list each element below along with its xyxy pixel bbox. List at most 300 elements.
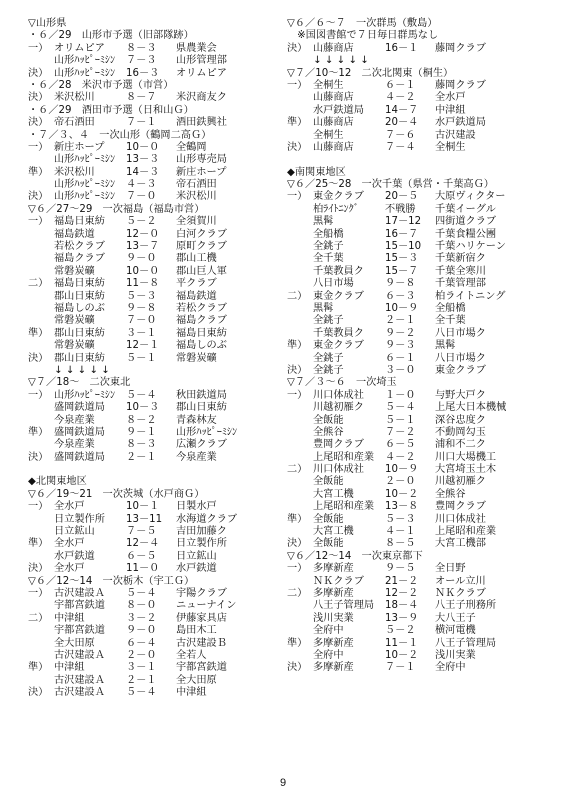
score: ７－３ <box>126 55 157 67</box>
round-label: 二） <box>287 587 308 599</box>
game-result-row <box>287 439 549 451</box>
team-1: 多摩新産 <box>313 587 354 599</box>
game-result-row <box>28 43 286 55</box>
score: ５－２ <box>126 216 157 228</box>
score: 11－８ <box>126 278 160 290</box>
team-1: 東金クラブ <box>313 290 364 302</box>
score: 21－２ <box>385 575 419 587</box>
game-result-row <box>287 92 549 104</box>
game-result-row <box>28 55 286 67</box>
score: 10－２ <box>385 488 419 500</box>
game-result-row <box>287 600 549 612</box>
round-label: 一） <box>28 42 49 54</box>
round-label: 二） <box>28 278 49 290</box>
round-label: 決） <box>28 352 49 364</box>
round-label: 二） <box>287 290 308 302</box>
score: 20－４ <box>385 117 419 129</box>
game-result-row <box>28 229 286 241</box>
score: 12－０ <box>126 228 160 240</box>
team-1: 福島鉄道 <box>54 228 95 240</box>
team-1: 山藤商店 <box>313 141 354 153</box>
team-1: 大宮工機 <box>313 526 354 538</box>
section-heading <box>28 130 286 142</box>
section-heading <box>287 18 549 30</box>
score: ５－１ <box>126 352 157 364</box>
team-1: 福島クラブ <box>54 253 105 265</box>
team-2: オール立川 <box>435 575 486 587</box>
game-result-row <box>28 68 286 80</box>
team-2: 日立鉱山 <box>176 550 217 562</box>
game-result-row <box>287 191 549 203</box>
team-1: 全水戸 <box>54 501 85 513</box>
score: ２－０ <box>126 649 157 661</box>
game-result-row <box>287 662 549 674</box>
team-1: 古沢建設Ａ <box>54 687 105 699</box>
team-1: 山形ﾊｯﾋﾟｰﾐｼﾝ <box>54 67 116 79</box>
team-2: 日製水戸 <box>176 501 217 513</box>
team-2: 大原ヴィクター <box>435 191 506 203</box>
team-2: 平クラブ <box>176 278 217 290</box>
game-result-row <box>28 241 286 253</box>
score: ７－１ <box>126 117 157 129</box>
team-2: 山形ﾊｯﾋﾟｰﾐｼﾝ <box>176 426 238 438</box>
game-result-row <box>28 191 286 203</box>
team-1: 柏ﾗｲﾄﾆﾝｸﾞ <box>313 203 359 215</box>
section-heading <box>287 179 549 191</box>
round-label: 決） <box>287 662 308 674</box>
arrow-marks: ↓ ↓ ↓ ↓ ↓ <box>313 55 369 67</box>
team-2: 千葉新宿ク <box>435 253 486 265</box>
round-label: 準） <box>28 327 49 339</box>
game-result-row <box>287 142 549 154</box>
team-2: 全熊谷 <box>435 488 466 500</box>
team-2: 伊藤家具店 <box>176 612 227 624</box>
score: ４－１ <box>385 526 416 538</box>
game-result-row <box>28 452 286 464</box>
round-label: 決） <box>287 538 308 550</box>
team-1: オリムピア <box>54 42 105 54</box>
team-1: 多摩新産 <box>313 662 354 674</box>
team-2: 県農業会 <box>176 42 217 54</box>
round-label: 決） <box>28 191 49 203</box>
team-2: 横河電機 <box>435 625 476 637</box>
score: ８－７ <box>126 92 157 104</box>
score: 10－２ <box>385 649 419 661</box>
game-result-row <box>287 216 549 228</box>
team-1: 水戸鉄道局 <box>313 104 364 116</box>
team-1: 常磐炭礦 <box>54 315 95 327</box>
round-label: 一） <box>287 389 308 401</box>
team-2: 常磐炭礦 <box>176 352 217 364</box>
game-result-row <box>28 501 286 513</box>
game-result-row <box>28 167 286 179</box>
game-result-row <box>28 253 286 265</box>
game-result-row <box>287 253 549 265</box>
game-result-row <box>287 489 549 501</box>
team-2: 若松クラブ <box>176 302 227 314</box>
team-1: 八王子管理局 <box>313 600 375 612</box>
team-2: 上尾昭和産業 <box>435 526 497 538</box>
score: ９－５ <box>385 563 416 575</box>
game-result-row <box>28 142 286 154</box>
score: ７－４ <box>385 141 416 153</box>
section-heading <box>28 80 286 92</box>
heading-text: ▽山形県 <box>28 18 67 29</box>
heading-text: ▽７／10～12 二次北関東（桐生） <box>287 67 454 79</box>
score: ６－５ <box>385 439 416 451</box>
section-heading <box>28 204 286 216</box>
team-2: 福島鉄道 <box>176 290 217 302</box>
score: ６－４ <box>126 637 157 649</box>
team-1: 今泉産業 <box>54 439 95 451</box>
game-result-row <box>287 105 549 117</box>
score: ８－０ <box>126 600 157 612</box>
team-1: 山形ﾊｯﾋﾟｰﾐｼﾝ <box>54 179 116 191</box>
team-1: 全熊谷 <box>313 426 344 438</box>
score: ５－３ <box>385 513 416 525</box>
team-1: 東金クラブ <box>313 340 364 352</box>
round-label: 一） <box>287 79 308 91</box>
score: ２－１ <box>126 674 157 686</box>
game-result-row <box>28 266 286 278</box>
team-1: 常磐炭礦 <box>54 340 95 352</box>
round-label: 一） <box>28 216 49 228</box>
team-2: 豊岡クラブ <box>435 501 486 513</box>
game-result-row <box>28 291 286 303</box>
team-1: 上尾昭和産業 <box>313 501 375 513</box>
team-2: 古沢建設Ｂ <box>176 637 227 649</box>
team-1: 福島日東紡 <box>54 278 105 290</box>
game-result-row <box>28 600 286 612</box>
round-label: 一） <box>28 389 49 401</box>
game-result-row <box>287 117 549 129</box>
team-1: 今泉産業 <box>54 414 95 426</box>
game-result-row <box>28 514 286 526</box>
game-result-row <box>287 588 549 600</box>
score: ７－１ <box>385 662 416 674</box>
score: 10－９ <box>385 464 419 476</box>
score: ４－２ <box>385 92 416 104</box>
round-label: 決） <box>28 451 49 463</box>
game-result-row <box>28 551 286 563</box>
team-1: 常磐炭礦 <box>54 265 95 277</box>
team-1: 山藤商店 <box>313 92 354 104</box>
team-2: 藤岡クラブ <box>435 42 486 54</box>
team-2: 山形専売局 <box>176 154 227 166</box>
team-2: 千葉全寒川 <box>435 265 486 277</box>
team-2: 吉田加藤ク <box>176 526 227 538</box>
team-1: 豊岡クラブ <box>313 439 364 451</box>
arrow-marks: ↓ ↓ ↓ ↓ ↓ <box>54 364 110 376</box>
score: 12－２ <box>385 587 419 599</box>
score: ８－５ <box>385 538 416 550</box>
round-label: 決） <box>28 92 49 104</box>
score: ９－８ <box>126 302 157 314</box>
team-2: 八王子刑務所 <box>435 600 497 612</box>
round-label: 決） <box>287 141 308 153</box>
team-2: 米沢商友ク <box>176 92 227 104</box>
blank-line <box>28 464 286 476</box>
score: 不戦勝 <box>385 203 416 215</box>
score: ９－０ <box>126 625 157 637</box>
score: 15－３ <box>385 253 419 265</box>
heading-text: ▽６／25～28 一次千葉（県営・千葉高Ｇ） <box>287 179 494 191</box>
heading-text: ▽６／12～14 一次栃木（宇工Ｇ） <box>28 575 195 587</box>
team-2: 全須賀川 <box>176 216 217 228</box>
team-1: 千葉教員ク <box>313 265 364 277</box>
team-1: 新庄ホープ <box>54 141 105 153</box>
score: 14－７ <box>385 104 419 116</box>
score: 13－11 <box>126 513 163 525</box>
score: ９－３ <box>385 340 416 352</box>
score: 17－12 <box>385 216 422 228</box>
team-1: 全飯能 <box>313 476 344 488</box>
team-2: 白河クラブ <box>176 228 227 240</box>
game-result-row <box>28 613 286 625</box>
game-result-row <box>28 353 286 365</box>
team-2: 全水戸 <box>435 92 466 104</box>
team-2: 八王子管理局 <box>435 637 497 649</box>
team-2: 千葉管理部 <box>435 278 486 290</box>
team-2: ＮＫクラブ <box>435 587 486 599</box>
game-result-row <box>287 526 549 538</box>
team-2: 東金クラブ <box>435 364 486 376</box>
game-result-row <box>287 229 549 241</box>
score: 18－４ <box>385 600 419 612</box>
score: 11－０ <box>126 563 160 575</box>
round-label: 一） <box>28 141 49 153</box>
score: ５－４ <box>126 389 157 401</box>
score: ４－２ <box>385 451 416 463</box>
heading-text: ◆北関東地区 <box>28 476 87 488</box>
team-1: 全桐生 <box>313 79 344 91</box>
round-label: 決） <box>28 687 49 699</box>
team-2: 全船橋 <box>435 302 466 314</box>
team-1: 山藤商店 <box>313 42 354 54</box>
game-result-row <box>287 303 549 315</box>
score: ６－３ <box>385 290 416 302</box>
score: ４－３ <box>126 179 157 191</box>
team-1: 全千葉 <box>313 253 344 265</box>
team-2: 広瀬クラブ <box>176 439 227 451</box>
team-2: 八日市場ク <box>435 327 486 339</box>
score: ３－１ <box>126 662 157 674</box>
score: 13－８ <box>385 501 419 513</box>
section-heading <box>28 377 286 389</box>
heading-text: ・６／29 酒田市予選（日和山Ｇ） <box>28 104 194 116</box>
score: 10－０ <box>126 265 160 277</box>
team-2: 今泉産業 <box>176 451 217 463</box>
game-result-row <box>287 328 549 340</box>
team-1: 若松クラブ <box>54 241 105 253</box>
section-heading <box>28 105 286 117</box>
game-result-row <box>287 452 549 464</box>
team-2: 全桐生 <box>435 141 466 153</box>
team-1: 黒髯 <box>313 302 334 314</box>
team-2: 全府中 <box>435 662 466 674</box>
team-2: 不動岡勾玉 <box>435 426 486 438</box>
score: 10－１ <box>126 501 160 513</box>
team-1: 福島しのぶ <box>54 302 105 314</box>
game-result-row <box>28 625 286 637</box>
team-1: 全銚子 <box>313 241 344 253</box>
team-1: 全大田原 <box>54 637 95 649</box>
team-1: 盛岡鉄道局 <box>54 426 105 438</box>
game-result-row <box>287 291 549 303</box>
team-1: 全船橋 <box>313 228 344 240</box>
score: 10－０ <box>126 141 160 153</box>
score: ５－４ <box>126 687 157 699</box>
team-2: 浦和不二ク <box>435 439 486 451</box>
team-1: 日立鉱山 <box>54 526 95 538</box>
team-2: 千葉食糧公團 <box>435 228 497 240</box>
team-2: 全千葉 <box>435 315 466 327</box>
section-heading <box>28 576 286 588</box>
game-result-row <box>28 675 286 687</box>
game-result-row <box>28 92 286 104</box>
team-1: 盛岡鉄道局 <box>54 402 105 414</box>
team-1: 大宮工機 <box>313 488 354 500</box>
game-result-row <box>287 365 549 377</box>
team-2: 藤岡クラブ <box>435 79 486 91</box>
team-2: 帝石酒田 <box>176 179 217 191</box>
heading-text: ※国図書館で７日毎日群馬なし <box>287 30 439 42</box>
score: ９－８ <box>385 278 416 290</box>
team-1: 川口体成社 <box>313 464 364 476</box>
team-1: 郡山日東紡 <box>54 352 105 364</box>
section-heading <box>28 476 286 488</box>
team-1: 多摩新産 <box>313 637 354 649</box>
game-result-row <box>28 687 286 699</box>
team-1: 中津組 <box>54 612 85 624</box>
team-1: 千葉教員ク <box>313 327 364 339</box>
team-2: 郡山工機 <box>176 253 217 265</box>
team-2: 福島日東紡 <box>176 327 227 339</box>
team-1: 宇都宮鉄道 <box>54 600 105 612</box>
team-1: 盛岡鉄道局 <box>54 451 105 463</box>
team-1: 郡山日東紡 <box>54 327 105 339</box>
game-result-row <box>28 328 286 340</box>
team-2: 新庄ホープ <box>176 166 227 178</box>
team-2: 原町クラブ <box>176 241 227 253</box>
score: 12－４ <box>126 538 160 550</box>
team-2: 黒髯 <box>435 340 456 352</box>
round-label: 決） <box>28 117 49 129</box>
game-result-row <box>28 390 286 402</box>
blank-line <box>287 154 549 166</box>
game-result-row <box>287 625 549 637</box>
score: ３－２ <box>126 612 157 624</box>
score: ５－３ <box>126 290 157 302</box>
game-result-row <box>287 278 549 290</box>
game-result-row <box>287 613 549 625</box>
score: １－０ <box>385 389 416 401</box>
team-1: 東金クラブ <box>313 191 364 203</box>
round-label: 準） <box>28 166 49 178</box>
round-label: 準） <box>287 117 308 129</box>
team-2: 水戸鉄道 <box>176 563 217 575</box>
score: 13－９ <box>385 612 419 624</box>
heading-text: ◆南関東地区 <box>287 166 346 178</box>
team-2: 全鶴岡 <box>176 141 207 153</box>
score: ３－１ <box>126 327 157 339</box>
team-1: 米沢松川 <box>54 92 95 104</box>
round-label: 準） <box>28 662 49 674</box>
score: 16－７ <box>385 228 419 240</box>
team-2: 上尾大日本機械 <box>435 402 507 414</box>
team-1: 山形ﾊｯﾋﾟｰﾐｼﾝ <box>54 389 116 401</box>
score: ３－０ <box>385 364 416 376</box>
game-result-row <box>28 662 286 674</box>
round-label: 決） <box>287 42 308 54</box>
game-result-row <box>28 650 286 662</box>
team-2: ニューナイン <box>176 600 237 612</box>
score: ７－６ <box>385 129 416 141</box>
game-result-row <box>28 526 286 538</box>
game-result-row <box>287 353 549 365</box>
team-1: 全飯能 <box>313 414 344 426</box>
score: ７－０ <box>126 191 157 203</box>
game-result-row <box>287 501 549 513</box>
score: 16－１ <box>385 42 419 54</box>
heading-text: ▽６／19～21 一次茨城（水戸商Ｇ） <box>28 488 205 500</box>
game-result-row <box>287 80 549 92</box>
team-1: 山形ﾊｯﾋﾟｰﾐｼﾝ <box>54 154 116 166</box>
team-2: 宇都宮鉄道 <box>176 662 227 674</box>
team-1: 全銚子 <box>313 364 344 376</box>
heading-text: ▽６／６～７ 一次群馬（敷島） <box>287 18 438 29</box>
game-result-row <box>28 588 286 600</box>
score: 16－３ <box>126 67 160 79</box>
round-label: 準） <box>28 426 49 438</box>
team-2: 福島しのぶ <box>176 340 227 352</box>
page-number: 9 <box>279 777 287 789</box>
team-2: 川口大場機工 <box>435 451 497 463</box>
team-1: 米沢松川 <box>54 166 95 178</box>
game-result-row <box>287 464 549 476</box>
team-1: 全水戸 <box>54 538 85 550</box>
game-result-row <box>287 415 549 427</box>
team-2: 米沢松川 <box>176 191 217 203</box>
team-2: 柏ライトニング <box>435 290 506 302</box>
score: 10－３ <box>126 402 160 414</box>
game-result-row <box>287 514 549 526</box>
score: ９－１ <box>126 426 157 438</box>
team-1: 浅川実業 <box>313 612 354 624</box>
game-result-row <box>28 179 286 191</box>
team-1: 八日市場 <box>313 278 354 290</box>
team-1: 水戸鉄道 <box>54 550 95 562</box>
game-result-row <box>28 538 286 550</box>
score: 11－１ <box>385 637 419 649</box>
team-2: 四街道クラブ <box>435 216 497 228</box>
section-heading <box>28 18 286 30</box>
score: 20－５ <box>385 191 419 203</box>
round-label: 準） <box>287 513 308 525</box>
round-label: 一） <box>28 587 49 599</box>
team-2: 千葉ハリケーン <box>435 241 506 253</box>
game-result-row <box>287 402 549 414</box>
team-1: 中津組 <box>54 662 85 674</box>
team-2: 日立製作所 <box>176 538 227 550</box>
round-label: 決） <box>28 563 49 575</box>
team-2: 浅川実業 <box>435 649 476 661</box>
game-result-row <box>28 315 286 327</box>
game-result-row <box>28 402 286 414</box>
team-1: 郡山日東紡 <box>54 290 105 302</box>
round-label: 決） <box>287 364 308 376</box>
team-1: 全飯能 <box>313 538 344 550</box>
